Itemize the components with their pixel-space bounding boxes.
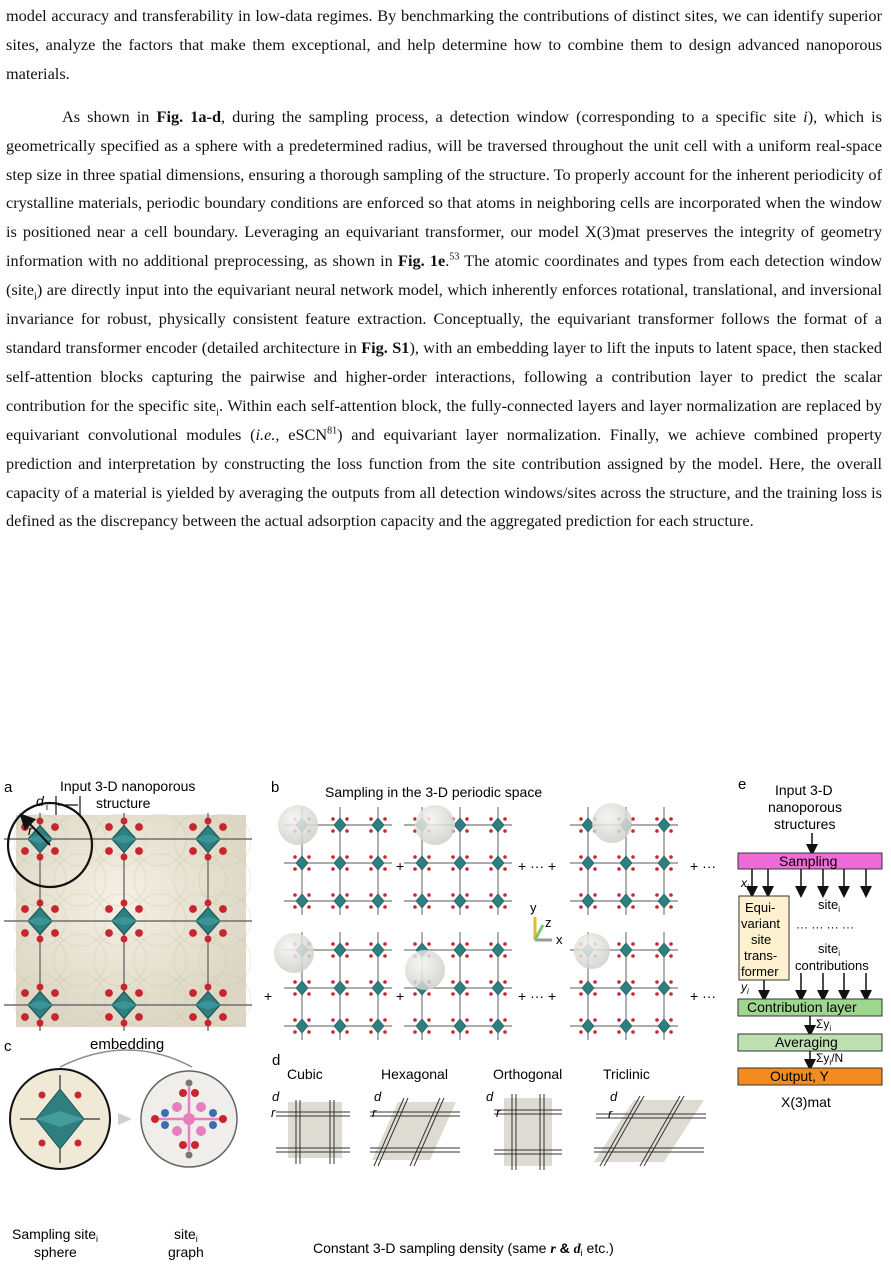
svg-text:d: d [374,1089,382,1104]
svg-text:+ ···: + ··· [690,858,717,874]
svg-text:+ ··· +: + ··· + [518,858,557,874]
svg-text:d: d [486,1089,494,1104]
svg-text:Output, Y: Output, Y [770,1068,829,1084]
svg-text:trans-: trans- [744,948,778,963]
panel-e [738,776,882,1110]
svg-text:Contribution layer: Contribution layer [747,999,857,1015]
svg-text:+ ···: + ··· [690,988,717,1004]
svg-text:xi: $x_i$ [741,876,749,892]
panel-b [264,779,716,1040]
panel-c [4,1036,237,1260]
svg-text:r: r [496,1105,501,1120]
lattice-triclinic-label: Triclinic [603,1066,650,1082]
svg-text:Equi-: Equi- [745,900,776,915]
citation-53: 53 [449,251,460,263]
svg-text:r: r [271,1105,276,1120]
svg-text:Σyi/N: $\Sigma y_i/N$ [816,1051,844,1067]
svg-text:+: + [264,988,273,1004]
svg-text:+ ··· +: + ··· + [518,988,557,1004]
svg-text:structures: structures [774,816,836,832]
svg-text:Input 3-D: Input 3-D [775,782,833,798]
panel-a-letter: a [4,779,13,796]
citation-81: 81 [327,425,338,437]
svg-text:d: d [36,793,44,809]
paragraph-1: model accuracy and transferability in low-data regimes. By benchmarking the contributions of distinct sites, we can identify superior sites, analyze the factors that make them exceptional, and help determine how to combine them to design advanced nanoporous materials. [6,6,882,83]
svg-text:··· ··· ··· ···: ··· ··· ··· ··· [796,920,854,934]
svg-text:i: i [46,802,48,812]
svg-text:Sampling: Sampling [779,853,838,869]
panel-b-title: Sampling in the 3-D periodic space [325,784,543,800]
panel-d [271,1052,706,1258]
svg-text:site: site [751,932,772,947]
embedding-label: embedding [90,1036,165,1053]
panel-c-letter: c [4,1038,12,1055]
lattice-cubic-label: Cubic [287,1066,323,1082]
svg-text:r: r [608,1106,613,1121]
fig-ref-1a-d: Fig. 1a-d [156,106,222,126]
svg-text:nanoporous: nanoporous [768,799,842,815]
svg-text:yi: $y_i$ [741,980,749,996]
svg-text:contributions: contributions [795,958,869,973]
panel-a [4,778,252,1031]
fig-ref-1e: Fig. 1e [398,251,446,271]
svg-text:z: z [545,915,552,930]
lattice-hexagonal-label: Hexagonal [381,1066,448,1082]
panel-a-title-2: structure [96,795,151,811]
panel-e-letter: e [738,776,747,793]
svg-text:Averaging: Averaging [775,1034,838,1050]
svg-text:+: + [396,988,405,1004]
svg-text:x: x [556,932,563,947]
svg-text:former: former [741,964,779,979]
sphere-caption: Sampling site$_i$ [12,1226,99,1244]
svg-text:d: d [610,1089,618,1104]
svg-text:Σyi: $\Sigma y_i$ [816,1017,832,1033]
svg-text:d: d [272,1089,280,1104]
panel-a-title-1: Input 3-D nanoporous [60,778,196,794]
figure-1 [0,775,891,1270]
panel-d-caption: Constant 3-D sampling density (same r & $d_i$ etc.) [313,1240,614,1258]
panel-d-letter: d [272,1052,281,1069]
svg-text:sitei: site$_i$ [818,941,841,958]
svg-text:sitei: site$_i$ [818,897,841,914]
axis-triad-icon [530,900,563,947]
lattice-orthogonal-label: Orthogonal [493,1066,563,1082]
svg-text:graph: graph [168,1244,204,1260]
panel-b-letter: b [271,779,280,796]
svg-text:r: r [372,1105,377,1120]
svg-text:+: + [396,858,405,874]
body-text [6,2,882,536]
svg-text:variant: variant [741,916,781,931]
svg-text:y: y [530,900,537,915]
paragraph-2: As shown in Fig. 1a-d, during the sampling process, a detection window (corresponding to a specific site i), which is geometrically specified as a sphere with a predetermined radius, will be traversed throughout the unit cell with a uniform real-space step size in three spatial dimensions, ensuring a thorough sampling of the structure. To properly account for the inherent periodicity of crystalline materials, periodic boundary conditions are enforced so that atoms in neighboring cells are incorporated when the window is positioned near a cell boundary. Leveraging an equivariant transformer, our model X(3)mat preserves the integrity of geometry information with no additional preprocessing, as shown in Fig. 1e.$^{53}$ The atomic coordinates and types from each detection window (site$_i$) are directly input into the equivariant neural network model, which inherently enforces rotational, translational, and inversional invariance for robust, physically consistent feature extraction. Conceptually, the equivariant transformer follows the format of a standard transformer encoder (detailed architecture in Fig. S1), with an embedding layer to lift the inputs to latent space, then stacked self-attention blocks capturing the pairwise and higher-order interactions, following a contribution layer to predict the scalar contribution for the specific site$_i$. Within each self-attention block, the fully-connected layers and layer normalization are replaced by equivariant convolutional modules (i.e., eSCN$^{81}$) and equivariant layer normalization. Finally, we achieve combined property prediction and interpretation by constructing the loss function from the site contribution assigned by the model. Here, the overall capacity of a material is yielded by averaging the outputs from all detection windows/sites across the structure, and the training loss is defined as the discrepancy between the actual adsorption capacity and the aggregated prediction for each structure. [6,106,883,531]
fig-ref-s1: Fig. S1 [361,337,410,357]
model-name-label: X(3)mat [781,1094,831,1110]
svg-text:sphere: sphere [34,1244,77,1260]
svg-text:r: r [28,822,33,838]
graph-caption: site$_i$ [174,1226,198,1244]
